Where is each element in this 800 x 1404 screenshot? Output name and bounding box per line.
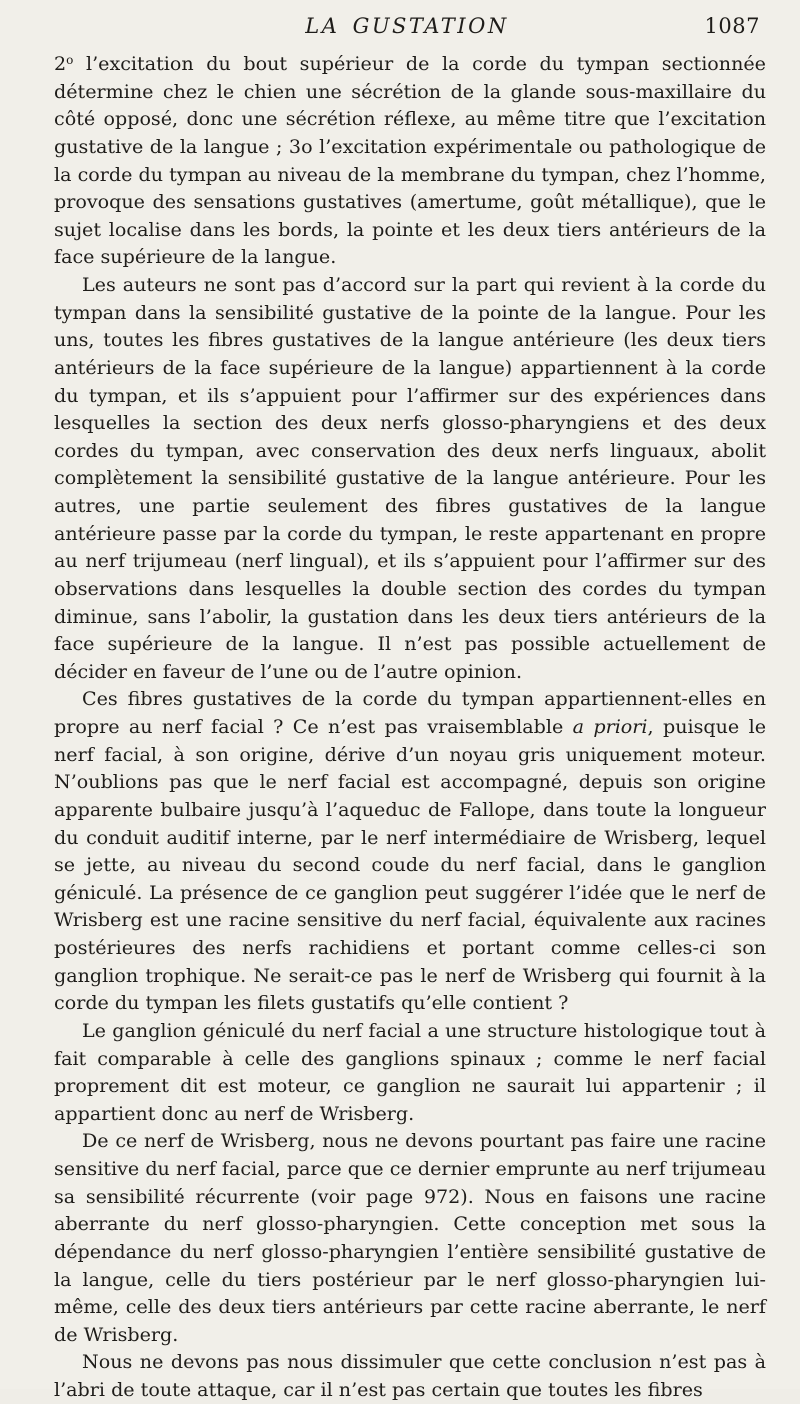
italic-phrase: a priori xyxy=(572,715,648,738)
paragraph-4: Le ganglion géniculé du nerf facial a une structure histologique tout à fait comparable à celle des ganglions spinaux ; comme le nerf facial proprement dit est moteur, ce ganglion ne saurait lui appartenir ; il appartient donc au nerf de Wrisberg. xyxy=(54,1018,766,1125)
paragraph-2: Les auteurs ne sont pas d’accord sur la part qui revient à la corde du tympan dans la sensibilité gustative de la pointe de la langue. Pour les uns, toutes les fibres gustatives de la langue antérieure (les deux tiers antérieurs de la face supérieure de la langue) appartiennent à la corde du tympan, et ils s’appuient pour l’affirmer sur des expériences dans lesquelles la section des deux nerfs glosso-pharyngiens et des deux cordes du tympan, avec conservation des deux nerfs linguaux, abolit complètement la sensibilité gustative de la langue antérieure. Pour les autres, une partie seulement des fibres gustatives de la langue antérieure passe par la corde du tympan, le reste appartenant en propre au nerf trijumeau (nerf lingual), et ils s’appuient pour l’affirmer sur des observations dans lesquelles la double section des cordes du tympan diminue, sans l’abolir, la gustation dans les deux tiers antérieurs de la face supérieure de la langue. Il n’est pas possible actuellement de décider en faveur de l’une ou de l’autre opinion. xyxy=(54,273,766,683)
paragraph-5: De ce nerf de Wrisberg, nous ne devons pourtant pas faire une racine sensitive du nerf facial, parce que ce dernier emprunte au nerf trijumeau sa sensibilité récurrente (voir page 972). Nous en faisons une racine aberrante du nerf glosso-pharyngien. Cette conception met sous la dépendance du nerf glosso-pharyngien l’entière sensibilité gustative de la langue, celle du tiers postérieur par le nerf glosso-pharyngien lui-même, celle des deux tiers antérieurs par cette racine aberrante, le nerf de Wrisberg. xyxy=(54,1129,766,1346)
paragraph-3 xyxy=(54,685,766,1017)
paragraph-text: l’excitation du bout supérieur de la corde du tympan sectionnée détermine chez le chien une sécrétion de la glande sous-maxillaire du côté opposé, donc une sécrétion réflexe, au même titre que l’excitation gustative de la langue ; 3o l’excitation expérimentale ou pathologique de la corde du tympan au niveau de la membrane du tympan, chez l’homme, provoque des sensations gustatives (amertume, goût métallique), que le sujet localise dans les bords, la pointe et les deux tiers antérieurs de la face supérieure de la langue. xyxy=(54,52,766,269)
paragraph-text: , puisque le nerf facial, à son origine, dérive d’un noyau gris uniquement moteur. N’oublions pas que le nerf facial est accompagné, depuis son origine apparente bulbaire jusqu’à l’aqueduc de Fallope, dans toute la longueur du conduit auditif interne, par le nerf intermédiaire de Wrisberg, lequel se jette, au niveau du second coude du nerf facial, dans le ganglion géniculé. La présence de ce ganglion peut suggérer l’idée que le nerf de Wrisberg est une racine sensitive du nerf facial, équivalente aux racines postérieures des nerfs rachidiens et portant comme celles-ci son ganglion trophique. Ne serait-ce pas le nerf de Wrisberg qui fournit à la corde du tympan les filets gustatifs qu’elle contient ? xyxy=(54,715,766,1015)
enumeration-superscript: o xyxy=(66,53,74,67)
paragraph-6: Nous ne devons pas nous dissimuler que cette conclusion n’est pas à l’abri de toute attaque, car il n’est pas certain que toutes les fibres xyxy=(54,1350,766,1401)
enumeration-number: 2 xyxy=(54,52,67,75)
body-text xyxy=(54,50,766,1404)
paragraph-text: Ces fibres gustatives de la corde du tympan appartiennent-elles en propre au nerf facial ? Ce n’est pas vraisemblable xyxy=(54,687,766,738)
page-number: 1087 xyxy=(704,14,760,38)
running-title: LA GUSTATION xyxy=(305,14,509,38)
paragraph-1 xyxy=(54,50,766,271)
page-header xyxy=(54,14,760,44)
